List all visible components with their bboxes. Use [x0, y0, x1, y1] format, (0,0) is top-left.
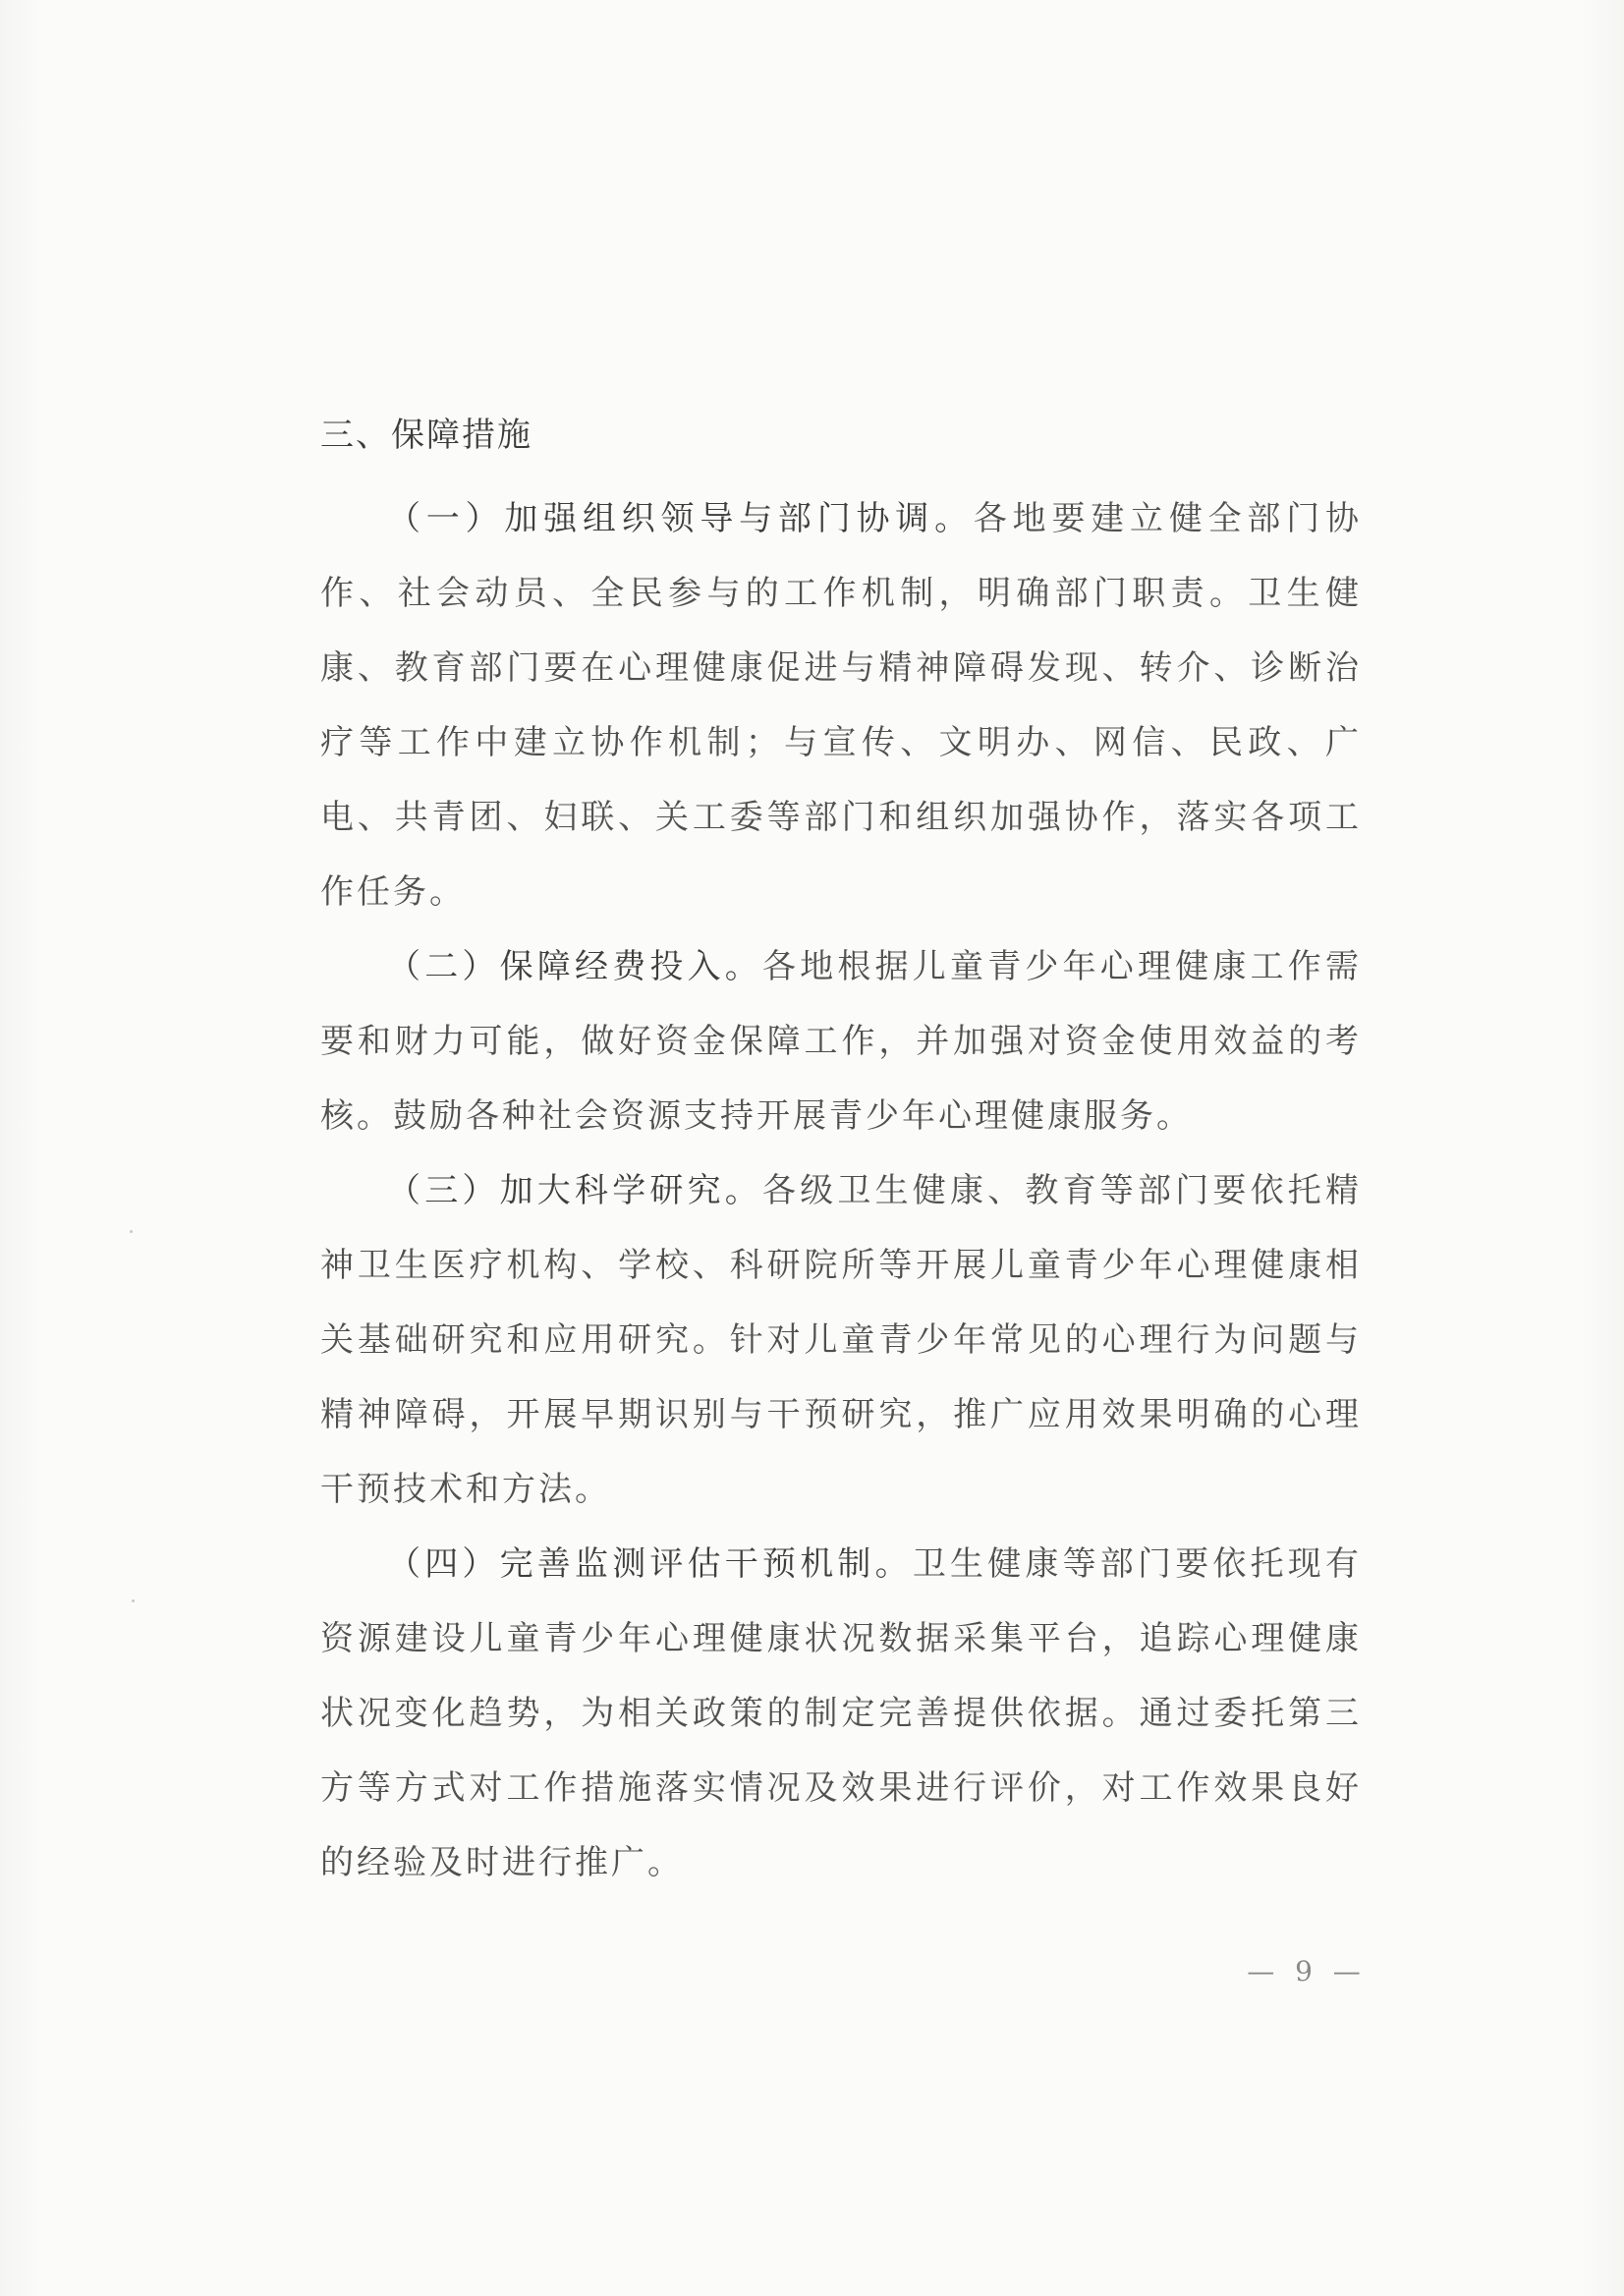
paragraph-4-lead: （四）完善监测评估干预机制。 [387, 1544, 913, 1584]
section-heading: 三、保障措施 [320, 416, 532, 455]
paragraph-4-text: 卫生健康等部门要依托现有资源建设儿童青少年心理健康状况数据采集平台，追踪心理健康状况变化趋势，为相关政策的制定完善提供依据。通过委托第三方等方式对工作措施落实情况及效果进行评价，对工作效果良好的经验及时进行推广。 [320, 1544, 1363, 1882]
page-number: — 9 — [1247, 1955, 1367, 1988]
paragraph-3-lead: （三）加大科学研究。 [387, 1171, 762, 1210]
paragraph-4 [320, 1527, 1362, 1900]
document-body [320, 405, 1362, 1900]
paragraph-2-text: 各地根据儿童青少年心理健康工作需要和财力可能，做好资金保障工作，并加强对资金使用效益的考核。鼓励各种社会资源支持开展青少年心理健康服务。 [320, 947, 1362, 1136]
scan-speck [132, 1599, 135, 1602]
paragraph-1-lead: （一）加强组织领导与部门协调。 [387, 499, 974, 538]
paragraph-2 [320, 929, 1362, 1153]
paragraph-3 [320, 1153, 1362, 1527]
paragraph-2-lead: （二）保障经费投入。 [387, 947, 762, 986]
paragraph-3-text: 各级卫生健康、教育等部门要依托精神卫生医疗机构、学校、科研院所等开展儿童青少年心理健康相关基础研究和应用研究。针对儿童青少年常见的心理行为问题与精神障碍，开展早期识别与干预研究，推广应用效果明确的心理干预技术和方法。 [320, 1171, 1362, 1509]
paragraph-1 [320, 481, 1362, 929]
paragraph-1-text: 各地要建立健全部门协作、社会动员、全民参与的工作机制，明确部门职责。卫生健康、教育部门要在心理健康促进与精神障碍发现、转介、诊断治疗等工作中建立协作机制；与宣传、文明办、网信、民政、广电、共青团、妇联、关工委等部门和组织加强协作，落实各项工作任务。 [320, 499, 1362, 912]
scan-speck [130, 1230, 133, 1233]
